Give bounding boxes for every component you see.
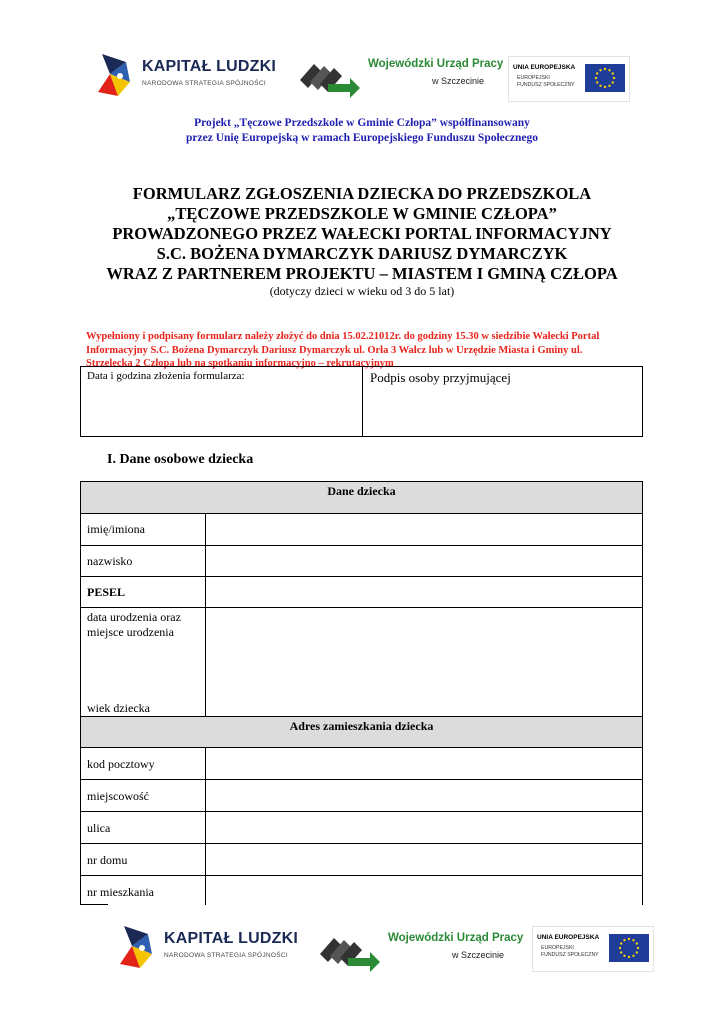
title-line: PROWADZONEGO PRZEZ WAŁECKI PORTAL INFORMACYJNY [112, 224, 612, 243]
wup-city: w Szczecinie [452, 950, 505, 960]
project-line: Projekt „Tęczowe Przedszkole w Gminie Człopa” współfinansowany [194, 117, 530, 129]
eu-fund-line2: FUNDUSZ SPOŁECZNY [541, 952, 599, 958]
table-row [81, 577, 642, 608]
house-number-field[interactable] [206, 844, 642, 875]
eu-logo [508, 56, 630, 102]
kapital-ludzki-star-icon [118, 924, 160, 972]
last-name-field[interactable] [206, 546, 642, 576]
table-row [81, 812, 642, 844]
eu-flag-icon [585, 64, 625, 92]
kapital-ludzki-logo [118, 924, 308, 974]
city-label: miejscowość [87, 789, 149, 803]
submission-notice [86, 330, 638, 371]
last-name-label: nazwisko [87, 554, 133, 568]
table-row [81, 514, 642, 546]
apartment-number-label: nr mieszkania [87, 885, 154, 899]
table-row [81, 748, 642, 780]
age-label: wiek dziecka [87, 701, 150, 715]
table-header-label: Dane dziecka [327, 484, 396, 498]
wup-arrow-icon [318, 928, 382, 972]
wup-city: w Szczecinie [432, 76, 485, 86]
table-row [81, 608, 642, 717]
signature-label: Podpis osoby przyjmującej [370, 370, 511, 385]
kapital-ludzki-name: KAPITAŁ LUDZKI [142, 58, 277, 75]
notice-line: Wypełniony i podpisany formularz należy złożyć do dnia 15.02.21012r. do godziny 15.30 w siedzibie Wałecki Portal [86, 331, 600, 342]
eu-fund-line1: EUROPEJSKI [541, 945, 574, 951]
wup-logo [298, 54, 504, 98]
header-logos [0, 40, 724, 110]
title-line: WRAZ Z PARTNEREM PROJEKTU – MIASTEM I GMINĄ CZŁOPA [106, 264, 618, 283]
title-line: S.C. BOŻENA DYMARCZYK DARIUSZ DYMARCZYK [156, 244, 568, 263]
form-title [0, 184, 724, 284]
child-data-table [80, 481, 643, 905]
footer-logos [0, 914, 724, 984]
birth-and-age-field[interactable] [206, 608, 642, 716]
street-field[interactable] [206, 812, 642, 843]
project-info [0, 116, 724, 146]
kapital-ludzki-name: KAPITAŁ LUDZKI [164, 930, 299, 947]
title-line: „TĘCZOWE PRZEDSZKOLE W GMINIE CZŁOPA” [167, 204, 557, 223]
project-line: przez Unię Europejską w ramach Europejskiego Funduszu Społecznego [186, 132, 538, 144]
table-row [81, 844, 642, 876]
table-header-child [81, 482, 642, 514]
eu-title: UNIA EUROPEJSKA [513, 64, 576, 71]
apartment-number-field[interactable] [206, 876, 642, 905]
wup-arrow-icon [298, 54, 362, 98]
postal-code-label: kod pocztowy [87, 757, 155, 771]
table-row [81, 780, 642, 812]
table-row [81, 876, 642, 905]
city-field[interactable] [206, 780, 642, 811]
section-heading: I. Dane osobowe dziecka [107, 452, 254, 467]
form-subtitle: (dotyczy dzieci w wieku od 3 do 5 lat) [269, 284, 455, 298]
notice-line: Strzelecka 2 Człopa lub na spotkaniu informacyjno – rekrutacyjnym [86, 358, 394, 369]
eu-flag-icon [609, 934, 649, 962]
birth-label-line2: miejsce urodzenia [87, 625, 174, 639]
kapital-ludzki-logo [96, 52, 286, 102]
birth-label-line1: data urodzenia oraz [87, 610, 181, 624]
house-number-label: nr domu [87, 853, 128, 867]
first-name-label: imię/imiona [87, 522, 145, 536]
table-header-label: Adres zamieszkania dziecka [289, 719, 434, 733]
postal-code-field[interactable] [206, 748, 642, 779]
eu-title: UNIA EUROPEJSKA [537, 934, 600, 941]
title-line: FORMULARZ ZGŁOSZENIA DZIECKA DO PRZEDSZKOLA [132, 184, 592, 203]
submission-date-label: Data i godzina złożenia formularza: [87, 370, 245, 382]
eu-fund-line1: EUROPEJSKI [517, 75, 550, 81]
kapital-ludzki-star-icon [96, 52, 138, 100]
kapital-ludzki-tagline: NARODOWA STRATEGIA SPÓJNOŚCI [164, 952, 288, 959]
kapital-ludzki-tagline: NARODOWA STRATEGIA SPÓJNOŚCI [142, 80, 266, 87]
submission-box [80, 366, 643, 437]
notice-line: Informacyjny S.C. Bożena Dymarczyk Dariusz Dymarczyk ul. Orła 3 Wałcz lub w Urzędzie Miasta i Gminy ul. [86, 344, 583, 356]
wup-logo [318, 928, 524, 972]
pesel-field[interactable] [206, 577, 642, 607]
first-name-field[interactable] [206, 514, 642, 545]
eu-fund-line2: FUNDUSZ SPOŁECZNY [517, 82, 575, 88]
table-row [81, 546, 642, 577]
table-header-address [81, 717, 642, 748]
page-break-line [80, 904, 108, 905]
wup-name: Wojewódzki Urząd Pracy [368, 58, 504, 70]
street-label: ulica [87, 821, 111, 835]
submission-date-field[interactable] [81, 367, 363, 436]
wup-name: Wojewódzki Urząd Pracy [388, 932, 524, 944]
pesel-label: PESEL [87, 585, 126, 599]
eu-logo [532, 926, 654, 972]
